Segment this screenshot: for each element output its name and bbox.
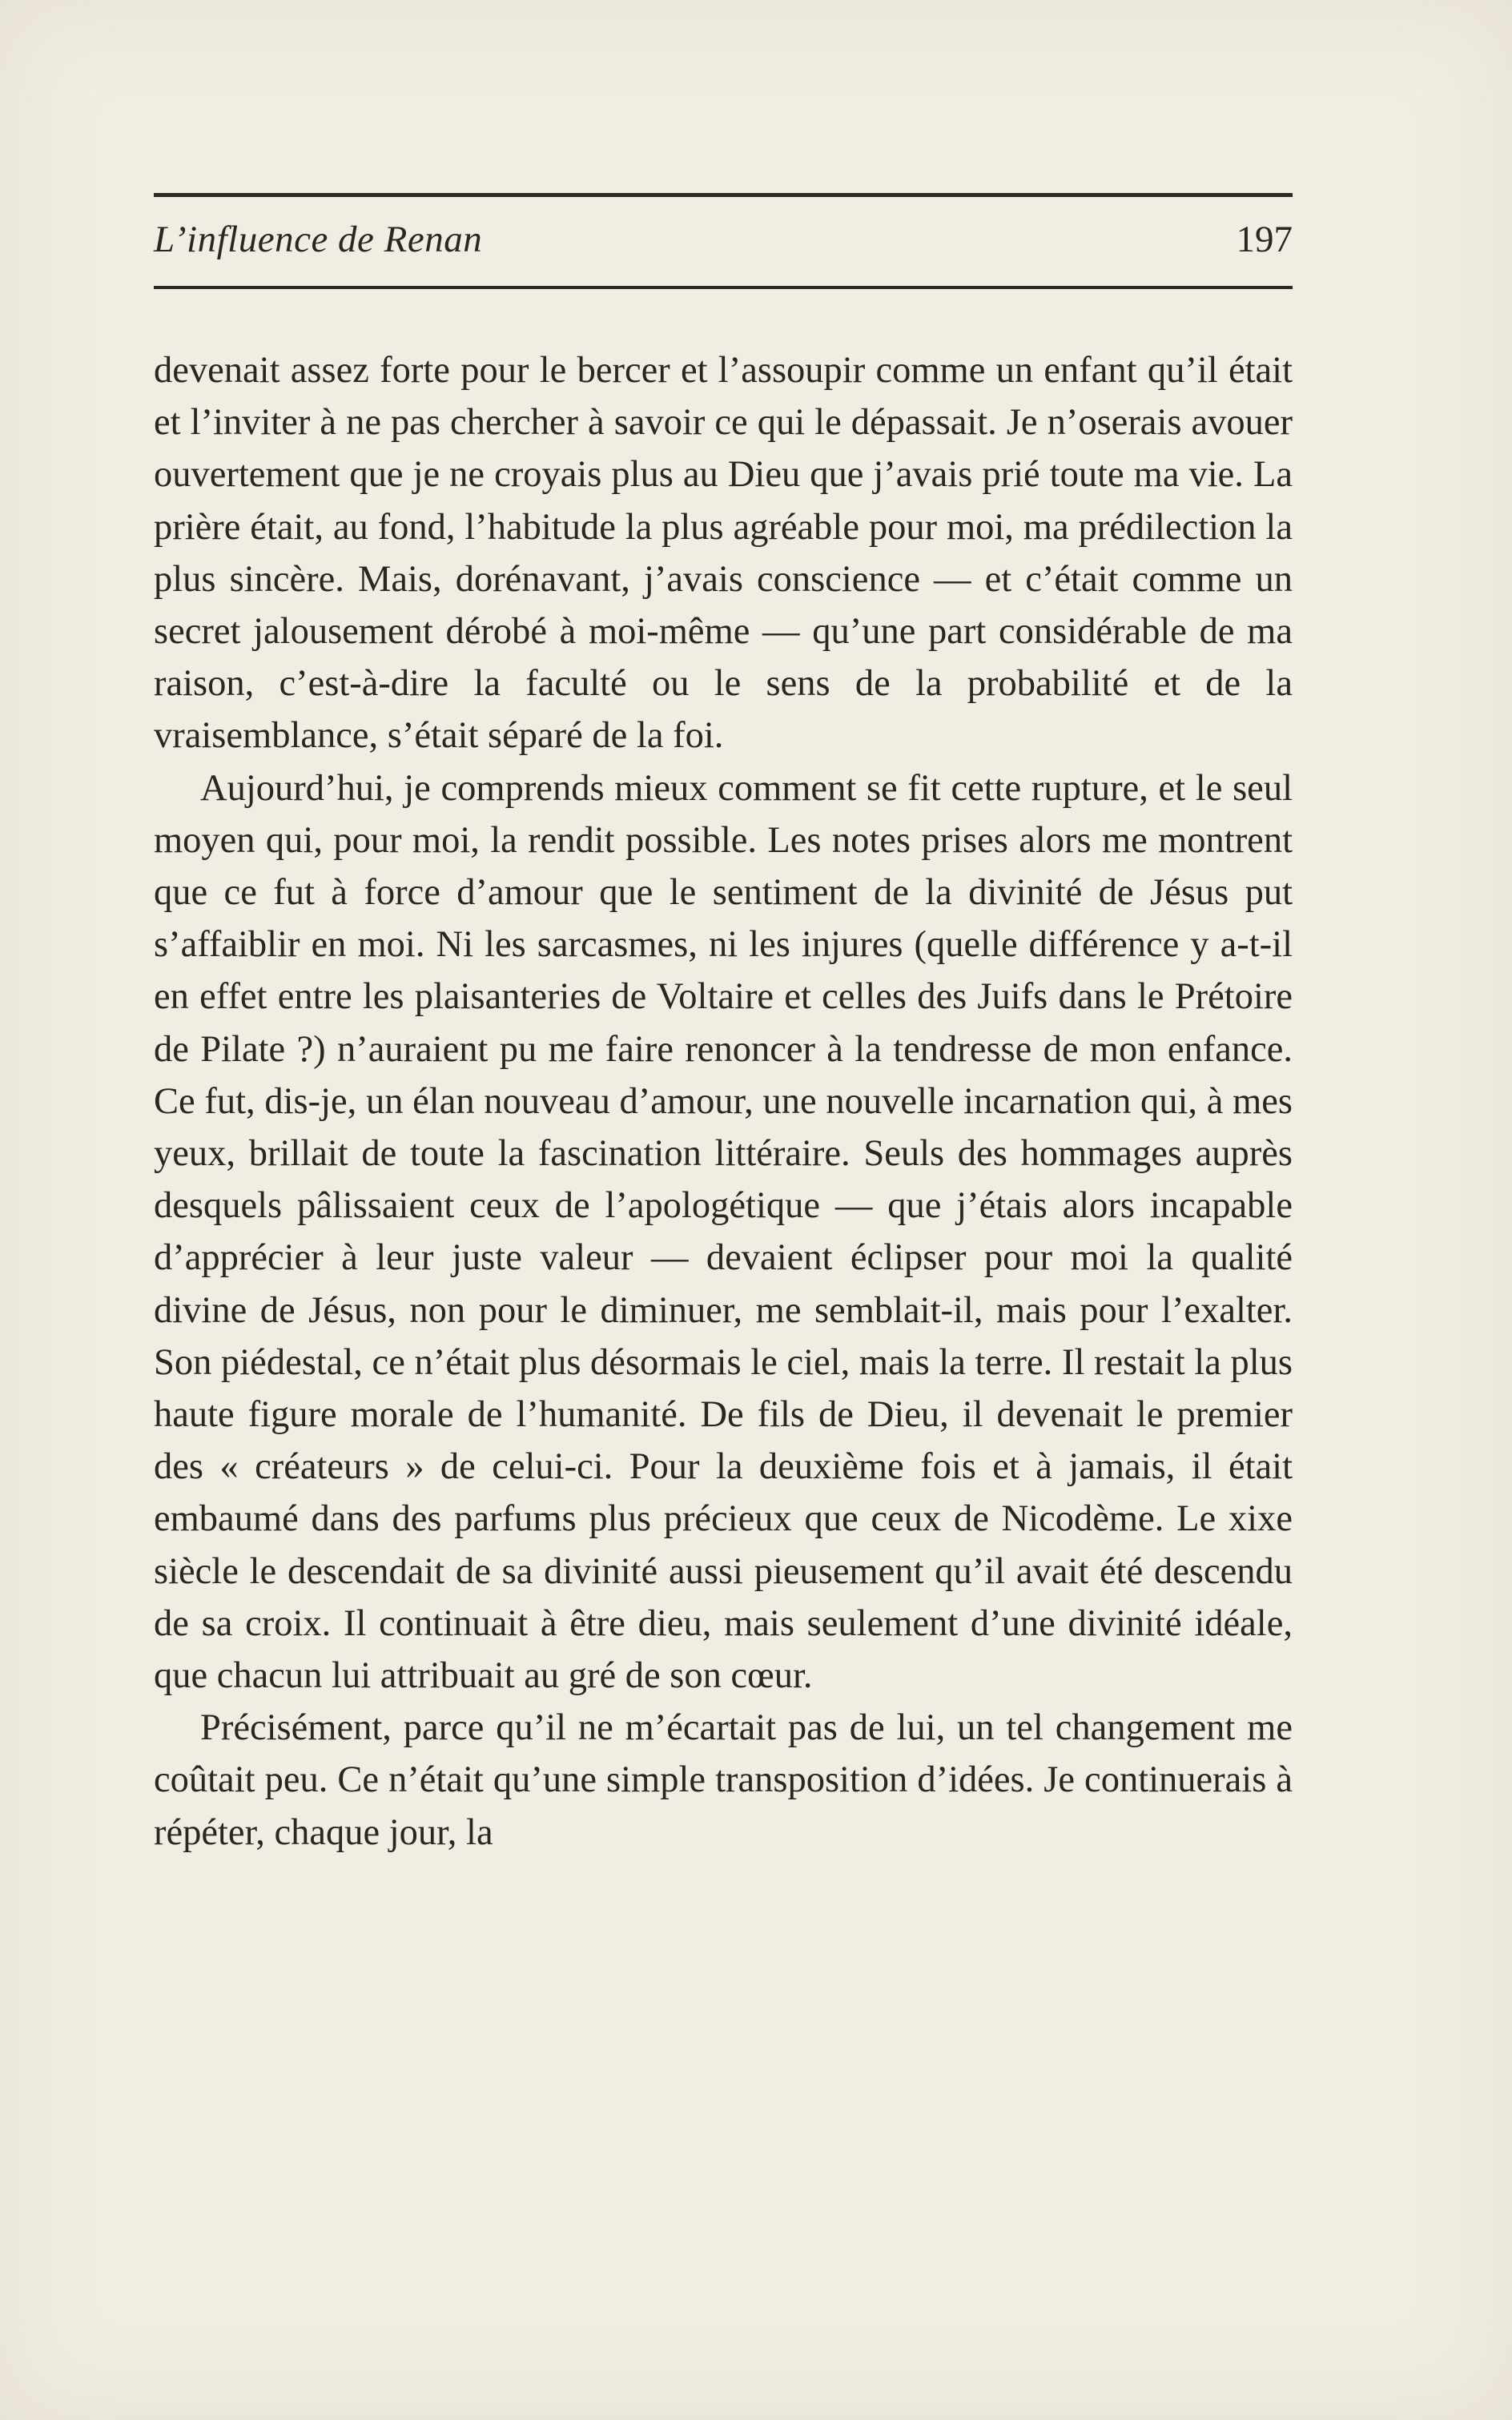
page-number: 197 (1236, 219, 1293, 260)
paragraph: Aujourd’hui, je comprends mieux comment se fit cette rupture, et le seul moyen qui, pour moi, la rendit possible. Les notes prises alors me montrent que ce fut à force d’amour que le sentiment de la divinité de Jésus put s’affaiblir en moi. Ni les sarcasmes, ni les injures (quelle différence y a-t-il en effet entre les plaisanteries de Voltaire et celles des Juifs dans le Prétoire de Pilate ?) n’auraient pu me faire renoncer à la tendresse de mon enfance. Ce fut, dis-je, un élan nouveau d’amour, une nouvelle incarnation qui, à mes yeux, brillait de toute la fascination littéraire. Seuls des hommages auprès desquels pâlissaient ceux de l’apologétique — que j’étais alors incapable d’apprécier à leur juste valeur — devaient éclipser pour moi la qualité divine de Jésus, non pour le diminuer, me semblait-il, mais pour l’exalter. Son piédestal, ce n’était plus désormais le ciel, mais la terre. Il restait la plus haute figure morale de l’humanité. De fils de Dieu, il devenait le premier des « créateurs » de celui-ci. Pour la deuxième fois et à jamais, il était embaumé dans des parfums plus précieux que ceux de Nicodème. Le xixe siècle le descendait de sa divinité aussi pieusement qu’il avait été descendu de sa croix. Il continuait à être dieu, mais seulement d’une divinité idéale, que chacun lui attribuait au gré de son cœur. (154, 767, 1293, 1697)
header-top-rule (154, 193, 1293, 197)
running-head-title: L’influence de Renan (154, 219, 483, 260)
body-text (154, 344, 1293, 1859)
header-bottom-rule (154, 286, 1293, 289)
paragraph: devenait assez forte pour le bercer et l’assoupir comme un enfant qu’il était et l’inviter à ne pas chercher à savoir ce qui le dépassait. Je n’oserais avouer ouvertement que je ne croyais plus au Dieu que j’avais prié toute ma vie. La prière était, au fond, l’habitude la plus agréable pour moi, ma prédilection la plus sincère. Mais, dorénavant, j’avais conscience — et c’était comme un secret jalousement dérobé à moi-même — qu’une part considérable de ma raison, c’est-à-dire la faculté ou le sens de la probabilité et de la vraisemblance, s’était séparé de la foi. (154, 350, 1293, 757)
running-head (154, 218, 1293, 274)
paragraph: Précisément, parce qu’il ne m’écartait pas de lui, un tel changement me coûtait peu. Ce n’était qu’une simple transposition d’idées. Je continuerais à répéter, chaque jour, la (154, 1707, 1293, 1853)
